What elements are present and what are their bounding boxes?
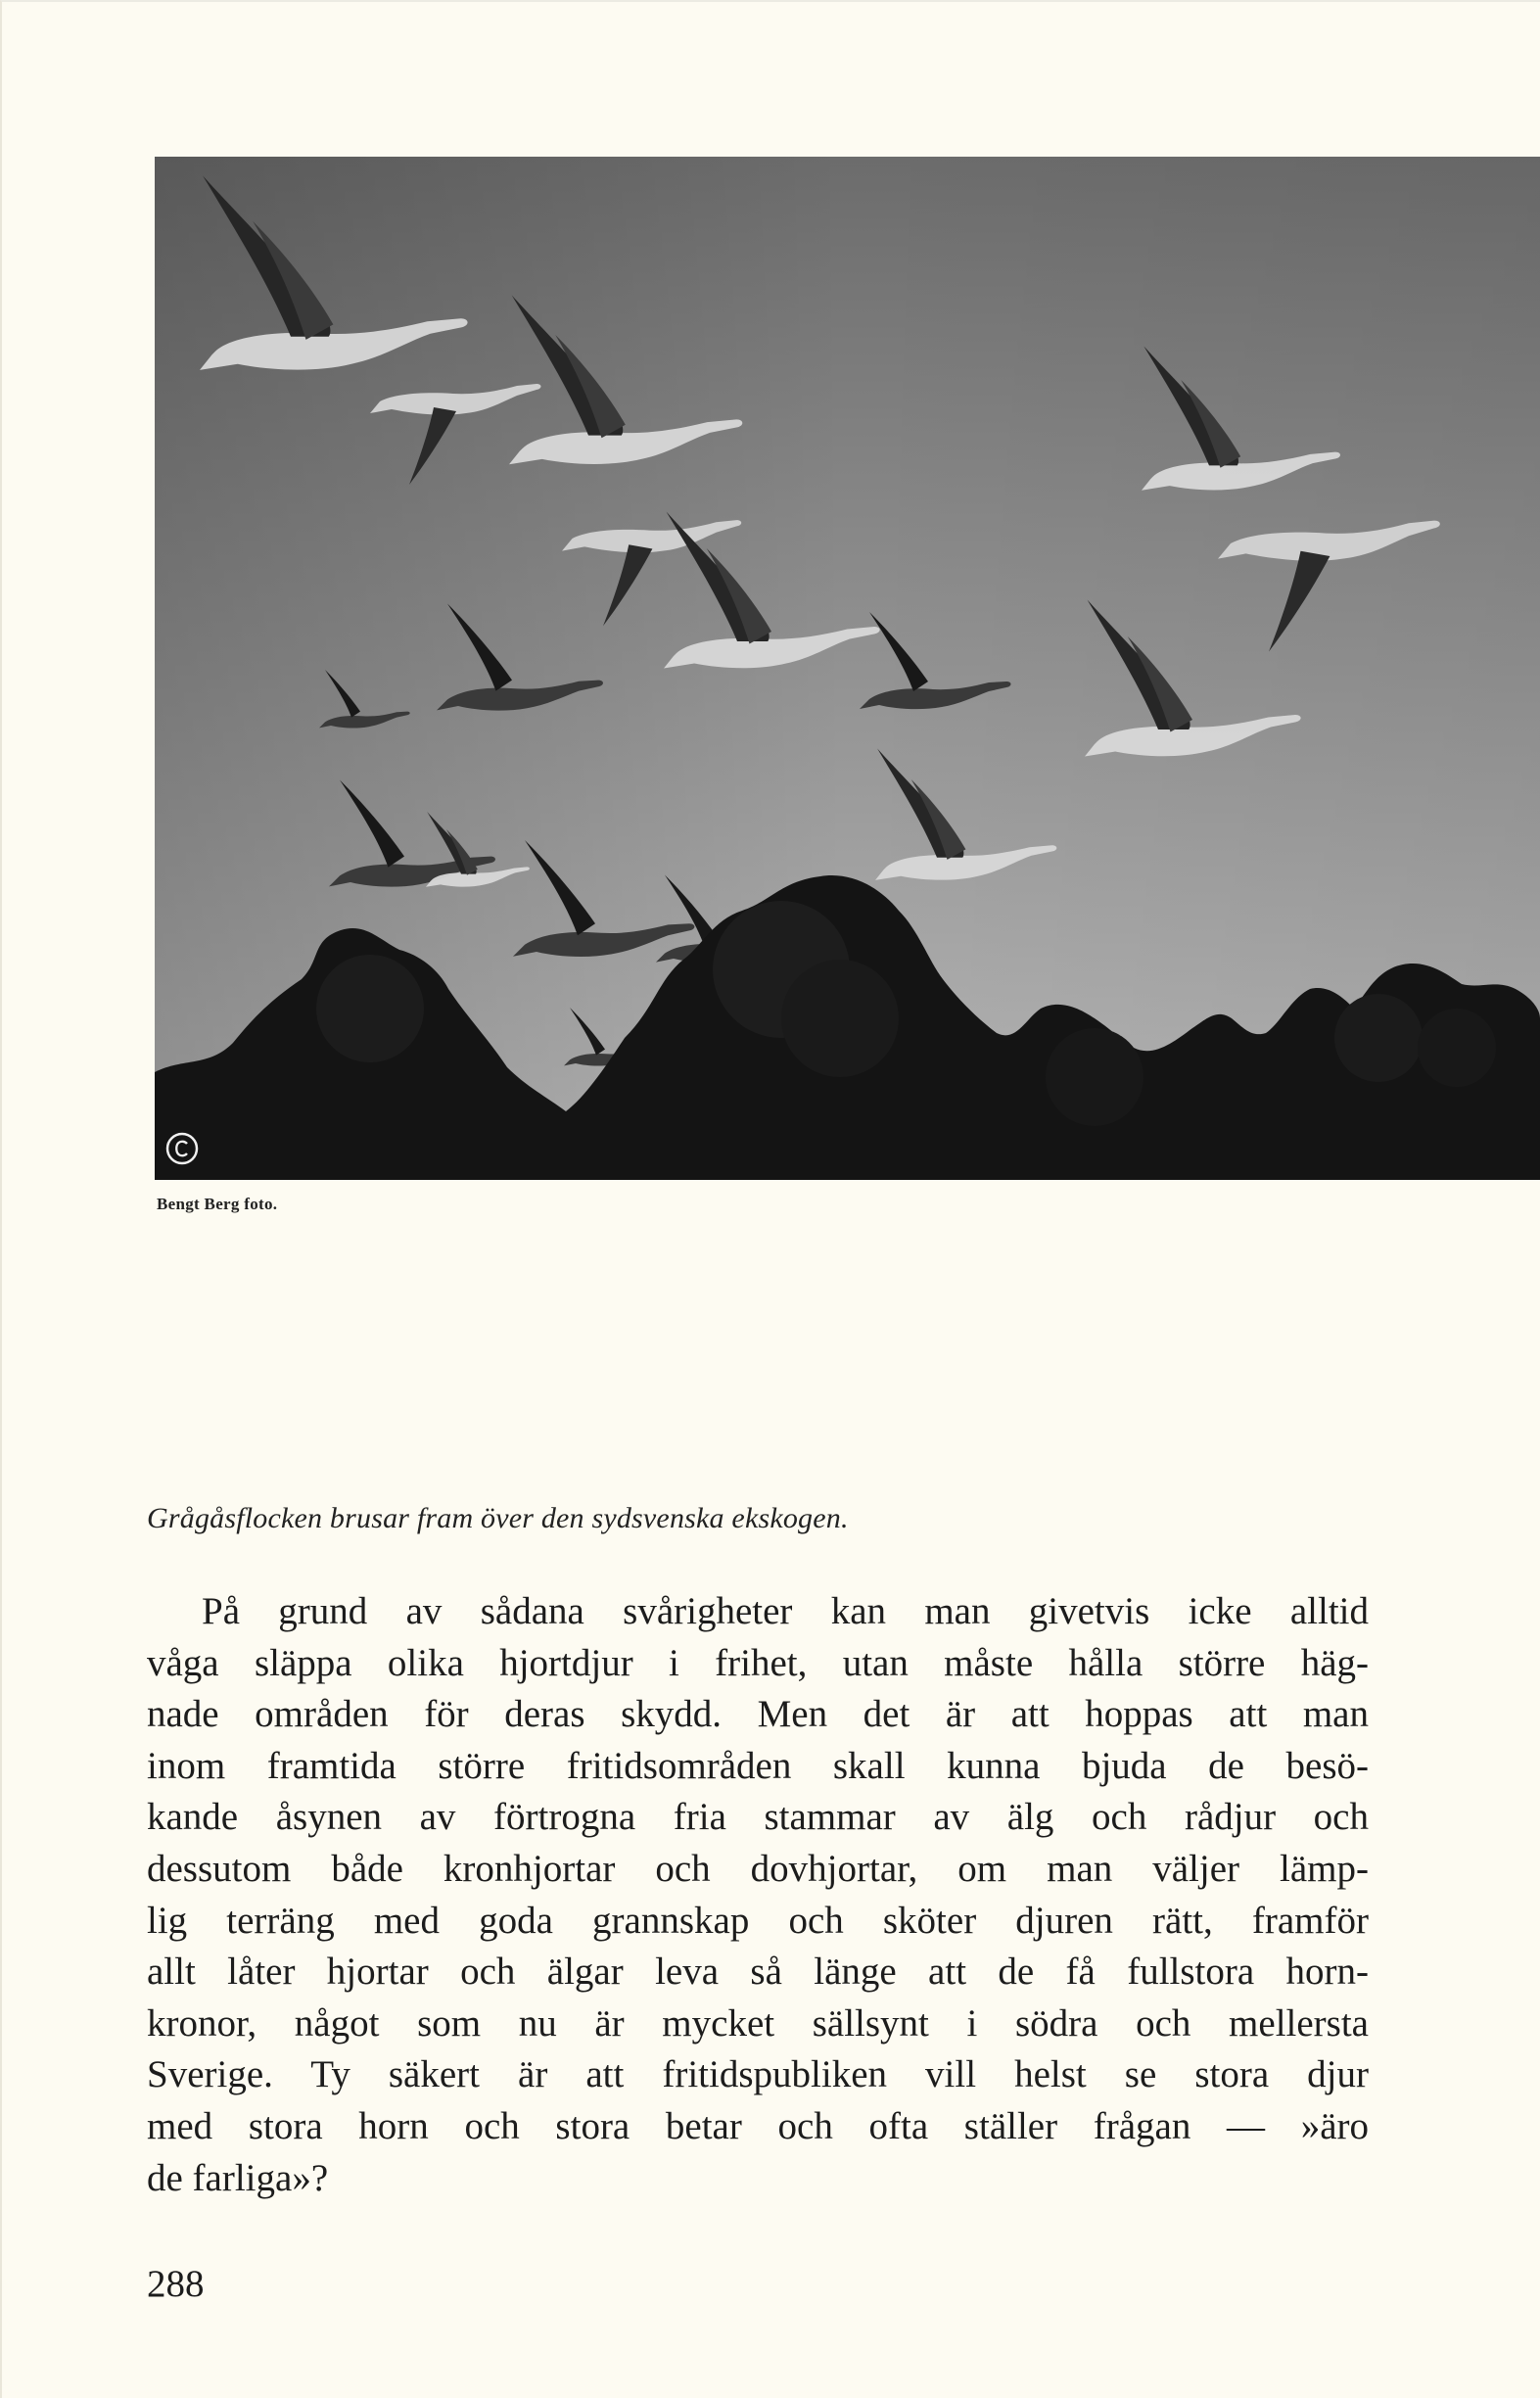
photo-illustration <box>155 157 1540 1180</box>
text-line: våga släppa olika hjortdjur i frihet, utan måste hålla större häg- <box>147 1641 1369 1684</box>
photo-caption: Grågåsflocken brusar fram över den sydsvenska ekskogen. <box>147 1502 849 1534</box>
body-paragraph <box>147 1586 1369 2204</box>
text-line: allt låter hjortar och älgar leva så länge att de få fullstora horn- <box>147 1951 1369 1994</box>
text-line: de farliga»? <box>147 2156 329 2199</box>
text-line: På grund av sådana svårigheter kan man givetvis icke alltid <box>202 1590 1369 1632</box>
text-line: nade områden för deras skydd. Men det är att hoppas att man <box>147 1693 1369 1736</box>
text-line: med stora horn och stora betar och ofta ställer frågan — »äro <box>147 2104 1369 2147</box>
page-number: 288 <box>147 2263 205 2305</box>
photo-credit: Bengt Berg foto. <box>157 1195 278 1213</box>
text-line: kande åsynen av förtrogna fria stammar av älg och rådjur och <box>147 1796 1369 1839</box>
text-line: kronor, något som nu är mycket sällsynt i södra och mellersta <box>147 2001 1369 2045</box>
text-line: lig terräng med goda grannskap och sköter djuren rätt, framför <box>147 1899 1369 1942</box>
copyright-icon <box>164 1131 200 1166</box>
photo-geese-over-oak-forest <box>155 157 1540 1180</box>
text-line: inom framtida större fritidsområden skall kunna bjuda de besö- <box>147 1744 1369 1787</box>
text-line: Sverige. Ty säkert är att fritidspubliken vill helst se stora djur <box>147 2053 1369 2096</box>
text-line: dessutom både kronhjortar och dovhjortar, om man väljer lämp- <box>147 1847 1369 1890</box>
